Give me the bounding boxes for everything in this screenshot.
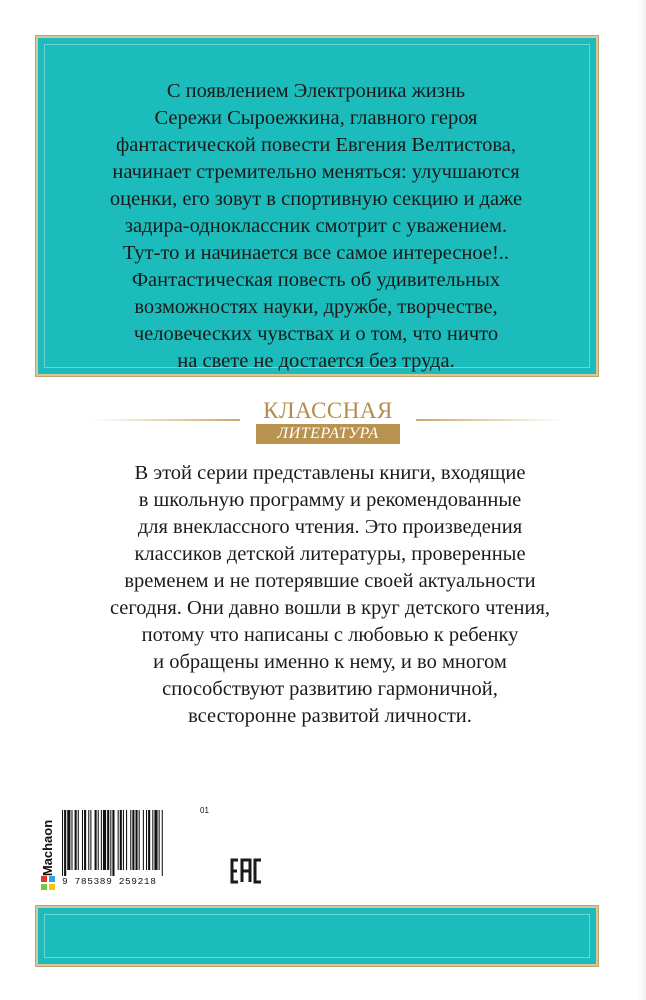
annotation-line: на свете не достается без труда. bbox=[177, 350, 455, 372]
barcode-block bbox=[36, 806, 236, 890]
series-line: классиков детской литературы, проверенные bbox=[134, 543, 526, 565]
series-line: для внеклассного чтения. Это произведения bbox=[137, 516, 523, 538]
isbn-digits: 9 785389 259218 bbox=[62, 876, 157, 887]
eac-icon bbox=[230, 858, 264, 884]
series-line: всесторонне развитой личности. bbox=[188, 705, 472, 727]
annotation-panel bbox=[36, 36, 598, 376]
series-description bbox=[70, 460, 590, 730]
annotation-line: С появлением Электроника жизнь bbox=[166, 80, 466, 102]
series-line: В этой серии представлены книги, входящие bbox=[134, 462, 526, 484]
series-line: в школьную программу и рекомендованные bbox=[138, 489, 522, 511]
series-line: сегодня. Они давно вошли в круг детского чтения, bbox=[109, 597, 551, 619]
series-logo bbox=[90, 398, 566, 448]
series-line: способствуют развитию гармоничной, bbox=[162, 678, 498, 700]
annotation-line: фантастической повести Евгения Велтистова, bbox=[115, 134, 517, 156]
star-icon bbox=[41, 876, 55, 890]
annotation-line: человеческих чувствах и о том, что ничто bbox=[133, 323, 499, 345]
publisher-mark bbox=[38, 806, 58, 890]
cover-edge-shadow bbox=[638, 0, 646, 1000]
annotation-line: начинает стремительно меняться: улучшаются bbox=[112, 161, 520, 183]
annotation-line: возможностях науки, дружбе, творчестве, bbox=[134, 296, 498, 318]
annotation-line: Фантастическая повесть об удивительных bbox=[131, 269, 501, 291]
bottom-band-frame bbox=[44, 914, 590, 958]
series-line: потому что написаны с любовью к ребенку bbox=[141, 624, 519, 646]
series-line: временем и не потерявшие своей актуальности bbox=[124, 570, 536, 592]
series-logo-title: КЛАССНАЯ bbox=[263, 398, 393, 423]
bottom-teal-band bbox=[36, 906, 598, 966]
logo-rule-right bbox=[416, 419, 566, 421]
annotation-line: Тут-то и начинается все самое интересное!.. bbox=[122, 242, 510, 264]
annotation-line: оценки, его зовут в спортивную секцию и даже bbox=[109, 188, 523, 210]
annotation-text bbox=[96, 78, 536, 375]
annotation-line: Сережи Сыроежкина, главного героя bbox=[154, 107, 478, 129]
publisher-name: Machaon bbox=[40, 819, 55, 877]
barcode-icon bbox=[62, 810, 202, 876]
logo-rule-left bbox=[90, 419, 240, 421]
annotation-line: задира-одноклассник смотрит с уважением. bbox=[124, 215, 508, 237]
barcode-addon-code: 01 bbox=[200, 806, 209, 815]
series-line: и обращены именно к нему, и во многом bbox=[153, 651, 507, 673]
series-logo-subtitle: ЛИТЕРАТУРА bbox=[256, 424, 400, 444]
